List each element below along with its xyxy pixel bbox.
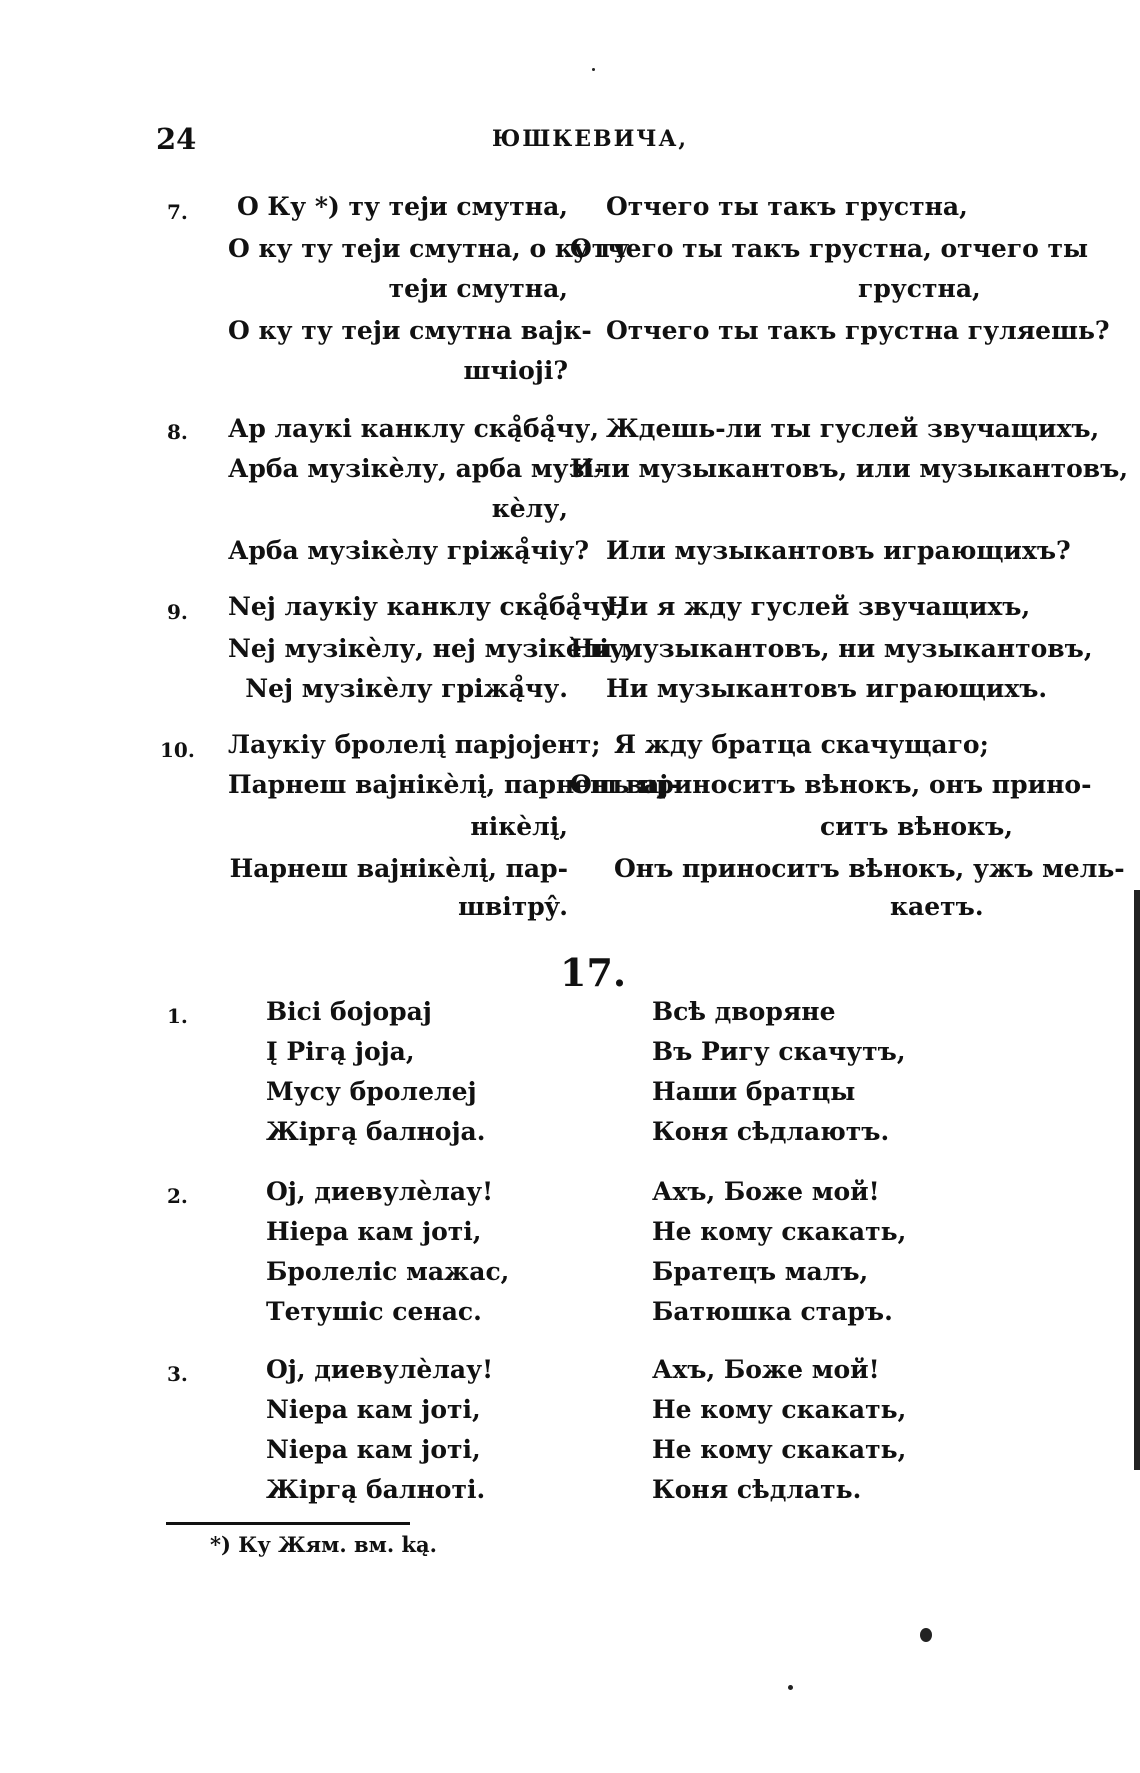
verse-line-left: Ніера кам jоті, [266, 1217, 482, 1246]
verse-line-right: Онъ приноситъ вѣнокъ, онъ прино- [570, 770, 1092, 799]
verse-line-left: Арба музiкѐлу грiжą̊чiу? [228, 536, 590, 565]
verse-line-left: Oj, диевулѐлау! [266, 1355, 494, 1384]
verse-line-left: Nej лаукiу канклу скą̊бą̊чу, [228, 592, 625, 621]
verse-number: 8. [167, 420, 188, 444]
verse-line-right: Наши братцы [652, 1077, 856, 1106]
verse-number: 7. [167, 200, 188, 224]
page-number: 24 [156, 122, 197, 156]
verse-line-left: Oj, диевулѐлау! [266, 1177, 494, 1206]
verse-line-left: нiкѐлį, [470, 812, 568, 841]
verse-line-left: Вiсi боjораj [266, 997, 432, 1026]
page-edge-shadow [1134, 890, 1140, 1470]
verse-line-left: Nej музiкѐлу, неj музiкѐлiу, [228, 634, 634, 663]
verse-number: 2. [167, 1184, 188, 1208]
ink-blot [920, 1628, 932, 1642]
verse-line-left: Nіера кам jоті, [266, 1435, 481, 1464]
verse-line-right: Ни музыкантовъ играющихъ. [606, 674, 1048, 703]
verse-line-left: кѐлу, [491, 494, 568, 523]
verse-line-right: Не кому скакать, [652, 1435, 907, 1464]
verse-line-left: теjи смутна, [388, 274, 568, 303]
verse-line-right: Отчего ты такъ грустна, отчего ты [570, 234, 1089, 263]
verse-line-right: Онъ приноситъ вѣнокъ, ужъ мель- [614, 854, 1125, 883]
verse-line-left: О Ку *) ту теjи смутна, [236, 192, 568, 221]
footnote-rule [166, 1522, 410, 1525]
verse-line-left: Į Рiгą jоjа, [266, 1037, 415, 1066]
verse-line-right: Коня сѣдлать. [652, 1475, 862, 1504]
verse-line-right: грустна, [858, 274, 981, 303]
verse-line-right: Не кому скакать, [652, 1217, 907, 1246]
verse-line-right: Отчего ты такъ грустна гуляешь? [606, 316, 1110, 345]
verse-line-left: швiтрŷ. [458, 892, 568, 921]
verse-line-right: Братецъ малъ, [652, 1257, 869, 1286]
verse-line-right: Или музыкантовъ играющихъ? [606, 536, 1071, 565]
verse-line-right: Ждешь-ли ты гуслей звучащихъ, [606, 414, 1100, 443]
verse-line-left: О ку ту теjи смутна ваjк- [228, 316, 592, 345]
verse-line-left: Жiргą балноті. [266, 1475, 486, 1504]
verse-number: 10. [160, 738, 195, 762]
verse-line-left: Арба музiкѐлу, арба музi- [228, 454, 605, 483]
verse-line-left: Тетушiс сенас. [266, 1297, 482, 1326]
verse-number: 1. [167, 1004, 188, 1028]
verse-line-right: Ахъ, Боже мой! [652, 1177, 880, 1206]
verse-line-right: Отчего ты такъ грустна, [606, 192, 968, 221]
verse-line-left: шчioji? [463, 356, 568, 385]
verse-number: 9. [167, 600, 188, 624]
verse-line-left: Мусу бролелеj [266, 1077, 477, 1106]
ink-speck [788, 1685, 793, 1690]
verse-line-left: Nіера кам jоті, [266, 1395, 481, 1424]
verse-line-right: Я жду братца скачущаго; [614, 730, 989, 759]
verse-line-right: Батюшка старъ. [652, 1297, 893, 1326]
verse-line-right: Коня сѣдлаютъ. [652, 1117, 890, 1146]
running-title: ЮШКЕВИЧА, [492, 126, 689, 152]
verse-line-left: Нарнеш ваjнiкѐлį, пар- [229, 854, 568, 883]
verse-line-right: Не кому скакать, [652, 1395, 907, 1424]
verse-line-left: Парнеш ваjнiкѐлį, парнеш ваj- [228, 770, 679, 799]
verse-line-right: Ахъ, Боже мой! [652, 1355, 880, 1384]
ink-speck [592, 68, 595, 71]
verse-line-right: каетъ. [890, 892, 984, 921]
verse-line-left: Лаукiу бролелį парjоjент; [228, 730, 601, 759]
verse-line-right: Ни я жду гуслей звучащихъ, [606, 592, 1031, 621]
verse-line-left: Ар лаукi канклу скą̊бą̊чу, [228, 414, 599, 443]
verse-line-right: Ни музыкантовъ, ни музыкантовъ, [570, 634, 1093, 663]
verse-line-right: Или музыкантовъ, или музыкантовъ, [570, 454, 1129, 483]
verse-line-left: О ку ту теjи смутна, о ку ту [228, 234, 630, 263]
verse-number: 3. [167, 1362, 188, 1386]
song-number-heading: 17. [560, 950, 627, 995]
verse-line-right: Всѣ дворяне [652, 997, 836, 1026]
footnote: *) Ку Жям. вм. ką. [210, 1532, 437, 1557]
verse-line-left: Бролелiс мажас, [266, 1257, 510, 1286]
verse-line-left: Жiргą балноjа. [266, 1117, 486, 1146]
verse-line-left: Nej музiкѐлу грiжą̊чу. [245, 674, 568, 703]
verse-line-right: Въ Ригу скачутъ, [652, 1037, 906, 1066]
verse-line-right: ситъ вѣнокъ, [820, 812, 1013, 841]
